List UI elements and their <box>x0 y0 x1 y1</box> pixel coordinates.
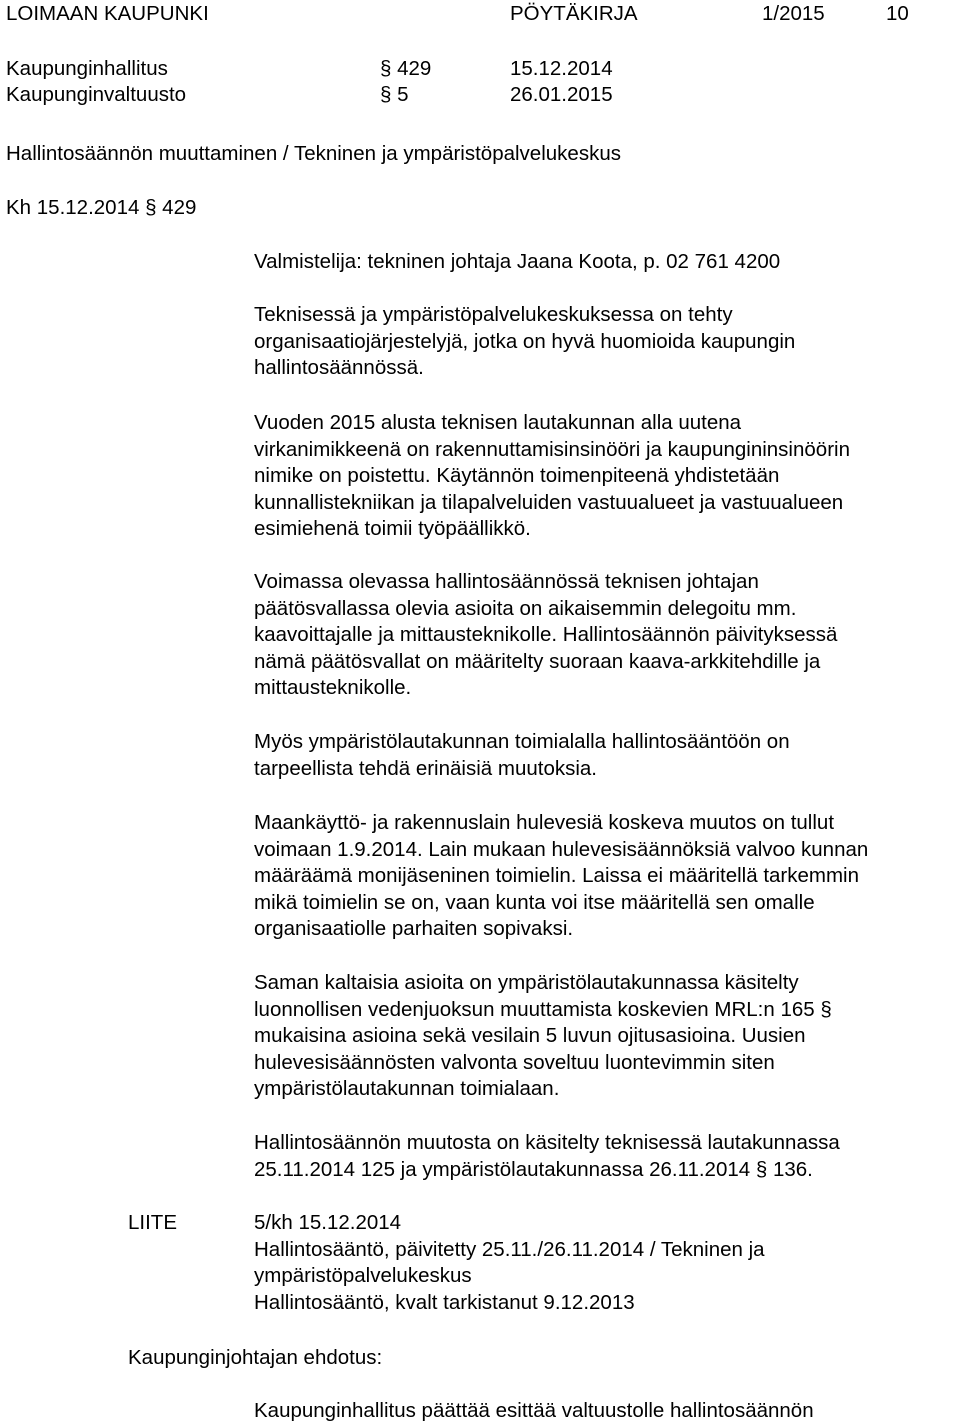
meeting-date: 26.01.2015 <box>510 83 613 106</box>
body-paragraph: Saman kaltaisia asioita on ympäristölautakunnassa käsitelty luonnollisen vedenjuoksun muuttamista koskevien MRL:n 165 § mukaisina asioina sekä vesilain 5 luvun ojitusasioina. Uusien hulevesisäännösten valvonta soveltuu luontevimmin siten ympäristölautakunnan toimialaan. <box>254 971 832 1100</box>
attachment-item: Hallintosääntö, kvalt tarkistanut 9.12.2013 <box>254 1290 635 1314</box>
org-name: LOIMAAN KAUPUNKI <box>6 2 209 25</box>
kh-reference: Kh 15.12.2014 § 429 <box>6 196 197 219</box>
body-paragraph: Maankäyttö- ja rakennuslain hulevesiä koskeva muutos on tullut voimaan 1.9.2014. Lain mukaan hulevesisäännöksiä valvoo kunnan määräämä monijäseninen toimielin. Laissa ei määritellä tarkemmin mikä toimielin se on, vaan kunta voi itse määritellä sen omalle organisaatiolle parhaiten sopivaksi. <box>254 811 869 940</box>
body-paragraph: Hallintosäännön muutosta on käsitelty teknisessä lautakunnassa 25.11.2014 125 ja ympäristölautakunnassa 26.11.2014 § 136. <box>254 1131 840 1181</box>
attachment-list <box>254 1210 954 1316</box>
body-paragraph: Vuoden 2015 alusta teknisen lautakunnan alla uutena virkanimikkeenä on rakennuttamisinsinööri ja kaupungininsinöörin nimike on poistettu. Käytännön toimenpiteenä yhdistetään kunnallistekniikan ja tilapalveluiden vastuualueet ja vastuualueen esimiehenä toimii työpäällikkö. <box>254 411 850 540</box>
attachment-item: 5/kh 15.12.2014 <box>254 1211 402 1234</box>
meeting-date: 15.12.2014 <box>510 57 613 80</box>
body-paragraph: Voimassa olevassa hallintosäännössä teknisen johtajan päätösvallassa olevia asioita on aikaisemmin delegoitu mm. kaavoittajalle ja mittausteknikolle. Hallintosäännön päivityksessä nämä päätösvallat on määritelty suoraan kaava-arkkitehdille ja mittausteknikolle. <box>254 570 838 699</box>
proposal-text: Kaupunginhallitus päättää esittää valtuustolle hallintosäännön <box>254 1399 814 1422</box>
doc-number: 1/2015 <box>762 2 825 25</box>
meeting-body: Kaupunginvaltuusto <box>6 83 187 106</box>
doc-type: PÖYTÄKIRJA <box>510 2 638 25</box>
page-title: Hallintosäännön muuttaminen / Tekninen ja ympäristöpalvelukeskus <box>6 142 621 165</box>
meeting-body: Kaupunginhallitus <box>6 57 168 80</box>
attachment-item: ympäristöpalvelukeskus <box>254 1264 472 1287</box>
meeting-section: § 5 <box>380 83 409 106</box>
preparer-line: Valmistelija: tekninen johtaja Jaana Koota, p. 02 761 4200 <box>254 250 781 273</box>
meeting-section: § 429 <box>380 57 432 80</box>
page-number: 10 <box>886 2 909 25</box>
attachment-item: Hallintosääntö, päivitetty 25.11./26.11.2014 / Tekninen ja <box>254 1237 765 1261</box>
proposal-heading: Kaupunginjohtajan ehdotus: <box>128 1346 383 1369</box>
body-paragraph: Myös ympäristölautakunnan toimialalla hallintosääntöön on tarpeellista tehdä erinäisiä muutoksia. <box>254 730 790 780</box>
body-paragraph: Teknisessä ja ympäristöpalvelukeskuksessa on tehty organisaatiojärjestelyjä, jotka on hyvä huomioida kaupungin hallintosäännössä. <box>254 303 796 379</box>
attachment-label: LIITE <box>128 1211 177 1234</box>
